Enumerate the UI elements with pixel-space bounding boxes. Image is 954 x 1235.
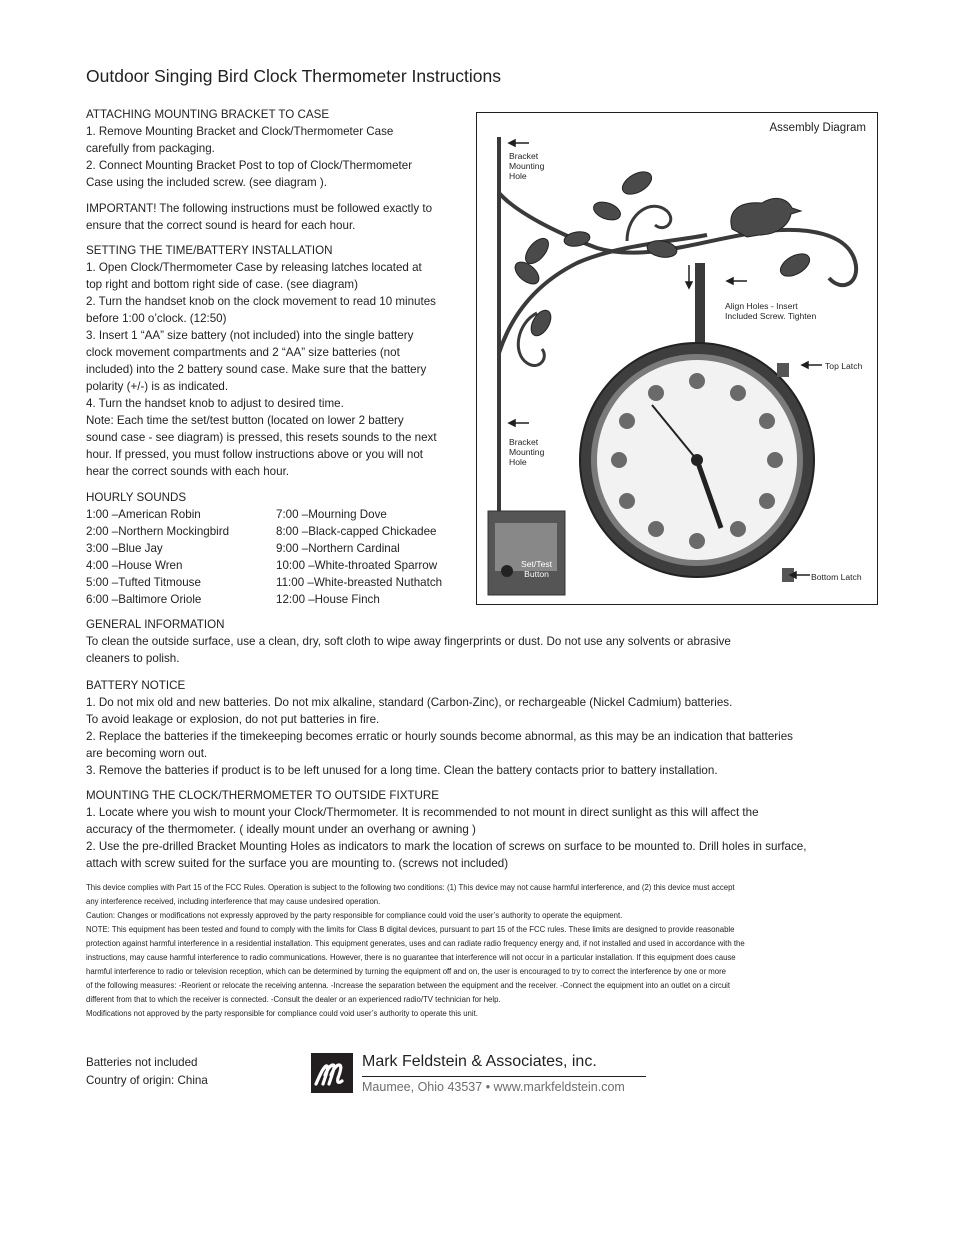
label-bracket-mounting-hole-top: Bracket Mounting Hole	[509, 151, 545, 181]
important-note: IMPORTANT! The following instructions must be followed exactly to	[86, 202, 433, 215]
company-address: Maumee, Ohio 43537 • www.markfeldstein.com	[362, 1080, 625, 1094]
text-line: polarity (+/-) is as indicated.	[86, 380, 229, 393]
text-line: 2. Connect Mounting Bracket Post to top of Clock/Thermometer	[86, 159, 413, 172]
text-line: 3. Insert 1 “AA” size battery (not included) into the single battery	[86, 329, 414, 342]
text-line: 4. Turn the handset knob to adjust to desired time.	[86, 397, 344, 410]
text-line: 1. Open Clock/Thermometer Case by releasing latches located at	[86, 261, 422, 274]
section-heading: ATTACHING MOUNTING BRACKET TO CASE	[86, 108, 330, 121]
company-logo-icon	[311, 1053, 353, 1093]
list-item: 5:00 –Tufted Titmouse	[86, 576, 201, 589]
section-heading: SETTING THE TIME/BATTERY INSTALLATION	[86, 244, 333, 257]
text-line: Note: Each time the set/test button (located on lower 2 battery	[86, 414, 404, 427]
text-line: 1. Do not mix old and new batteries. Do not mix alkaline, standard (Carbon-Zinc), or rechargeable (Nickel Cadmium) batteries.	[86, 696, 733, 709]
company-brand	[311, 1053, 661, 1097]
section-mounting	[86, 787, 856, 872]
text-line: before 1:00 o’clock. (12:50)	[86, 312, 227, 325]
label-align-holes: Align Holes - Insert Included Screw. Tighten	[725, 301, 817, 321]
label-set-test-button: Set/Test Button	[521, 559, 553, 579]
footer-info	[86, 1054, 208, 1090]
assembly-diagram	[476, 112, 878, 605]
text-line: hour. If pressed, you must follow instructions above or you will not	[86, 448, 424, 461]
fcc-line: This device complies with Part 15 of the FCC Rules. Operation is subject to the following two conditions: (1) This device may not cause harmful interference, and (2) this device must accept	[86, 883, 735, 892]
section-heading: HOURLY SOUNDS	[86, 491, 187, 504]
text-line: To clean the outside surface, use a clean, dry, soft cloth to wipe away fingerprints or dust. Do not use any solvents or abrasive	[86, 635, 731, 648]
text-line: carefully from packaging.	[86, 142, 215, 155]
text-line: included) into the 2 battery sound case. Make sure that the battery	[86, 363, 427, 376]
section-general-information	[86, 616, 846, 667]
hourly-right-column	[276, 506, 466, 608]
text-line: hear the correct sounds with each hour.	[86, 465, 290, 478]
country-of-origin: Country of origin: China	[86, 1074, 208, 1087]
set-test-button-icon	[501, 565, 513, 577]
section-heading: GENERAL INFORMATION	[86, 618, 225, 631]
text-line: 1. Locate where you wish to mount your Clock/Thermometer. It is recommended to not mount in direct sunlight as this will affect the	[86, 806, 759, 819]
page-title: Outdoor Singing Bird Clock Thermometer Instructions	[86, 66, 501, 86]
text-line: clock movement compartments and 2 “AA” size batteries (not	[86, 346, 400, 359]
fcc-line: different from that to which the receiver is connected. -Consult the dealer or an experienced radio/TV technician for help.	[86, 995, 501, 1004]
list-item: 11:00 –White-breasted Nuthatch	[276, 576, 443, 589]
text-line: sound case - see diagram) is pressed, this resets sounds to the next	[86, 431, 437, 444]
text-line: accuracy of the thermometer. ( ideally mount under an overhang or awning )	[86, 823, 476, 836]
text-line: Case using the included screw. (see diagram ).	[86, 176, 328, 189]
text-line: 2. Replace the batteries if the timekeeping becomes erratic or hourly sounds become abnormal, as this may be an indication that batteries	[86, 730, 793, 743]
fcc-line: any interference received, including interference that may cause undesired operation.	[86, 897, 381, 906]
text-line: cleaners to polish.	[86, 652, 180, 665]
fcc-line: NOTE: This equipment has been tested and found to comply with the limits for Class B digital devices, pursuant to part 15 of the FCC rules. These limits are designed to provide reasonable	[86, 925, 735, 934]
company-name: Mark Feldstein & Associates, inc.	[362, 1053, 597, 1070]
label-top-latch: Top Latch	[825, 361, 863, 371]
fcc-line: harmful interference to radio or television reception, which can be determined by turning the equipment off and on, the user is encouraged to try to correct the interference by one or more	[86, 967, 726, 976]
list-item: 3:00 –Blue Jay	[86, 542, 163, 555]
section-heading: BATTERY NOTICE	[86, 679, 186, 692]
fcc-line: Caution: Changes or modifications not expressly approved by the party responsible for compliance could void the user’s authority to operate the equipment.	[86, 911, 623, 920]
list-item: 2:00 –Northern Mockingbird	[86, 525, 230, 538]
list-item: 10:00 –White-throated Sparrow	[276, 559, 438, 572]
fcc-line: protection against harmful interference in a residential installation. This equipment generates, uses and can radiate radio frequency energy and, if not installed and used in accordance with the	[86, 939, 745, 948]
fcc-line: Modifications not approved by the party responsible for compliance could void user’s authority to operate this unit.	[86, 1009, 478, 1018]
assembly-illustration	[477, 113, 879, 606]
diagram-title: Assembly Diagram	[769, 122, 866, 134]
important-note: ensure that the correct sound is heard for each hour.	[86, 219, 356, 232]
hourly-left-column	[86, 506, 276, 608]
text-line: 2. Use the pre-drilled Bracket Mounting Holes as indicators to mark the location of screws on surface to be mounted to. Drill holes in surface,	[86, 840, 807, 853]
section-attaching	[86, 106, 456, 234]
list-item: 4:00 –House Wren	[86, 559, 183, 572]
label-bottom-latch: Bottom Latch	[811, 572, 862, 582]
section-battery-notice	[86, 677, 846, 779]
brand-divider	[362, 1076, 646, 1077]
text-line: are becoming worn out.	[86, 747, 208, 760]
text-line: 1. Remove Mounting Bracket and Clock/Thermometer Case	[86, 125, 394, 138]
section-heading: MOUNTING THE CLOCK/THERMOMETER TO OUTSIDE FIXTURE	[86, 789, 439, 802]
latch-icon	[777, 363, 789, 377]
text-line: 2. Turn the handset knob on the clock movement to read 10 minutes	[86, 295, 436, 308]
section-setting-time	[86, 242, 461, 480]
list-item: 8:00 –Black-capped Chickadee	[276, 525, 437, 538]
fcc-line: instructions, may cause harmful interference to radio communications. However, there is no guarantee that interference will not occur in a particular installation. If this equipment does cause	[86, 953, 736, 962]
list-item: 7:00 –Mourning Dove	[276, 508, 387, 521]
text-line: 3. Remove the batteries if product is to be left unused for a long time. Clean the battery contacts prior to battery installation.	[86, 764, 718, 777]
list-item: 12:00 –House Finch	[276, 593, 380, 606]
label-bracket-mounting-hole-bottom: Bracket Mounting Hole	[509, 437, 545, 467]
fcc-compliance-notice	[86, 881, 856, 1021]
list-item: 9:00 –Northern Cardinal	[276, 542, 400, 555]
list-item: 6:00 –Baltimore Oriole	[86, 593, 202, 606]
section-hourly-sounds	[86, 489, 466, 608]
text-line: attach with screw suited for the surface you are mounting to. (screws not included)	[86, 857, 509, 870]
text-line: To avoid leakage or explosion, do not put batteries in fire.	[86, 713, 380, 726]
batteries-note: Batteries not included	[86, 1056, 198, 1069]
text-line: top right and bottom right side of case. (see diagram)	[86, 278, 358, 291]
fcc-line: of the following measures: -Reorient or relocate the receiving antenna. -Increase the separation between the equipment and the receiver. -Connect the equipment into an outlet on a circuit	[86, 981, 731, 990]
list-item: 1:00 –American Robin	[86, 508, 201, 521]
hanger-post-icon	[695, 263, 705, 343]
